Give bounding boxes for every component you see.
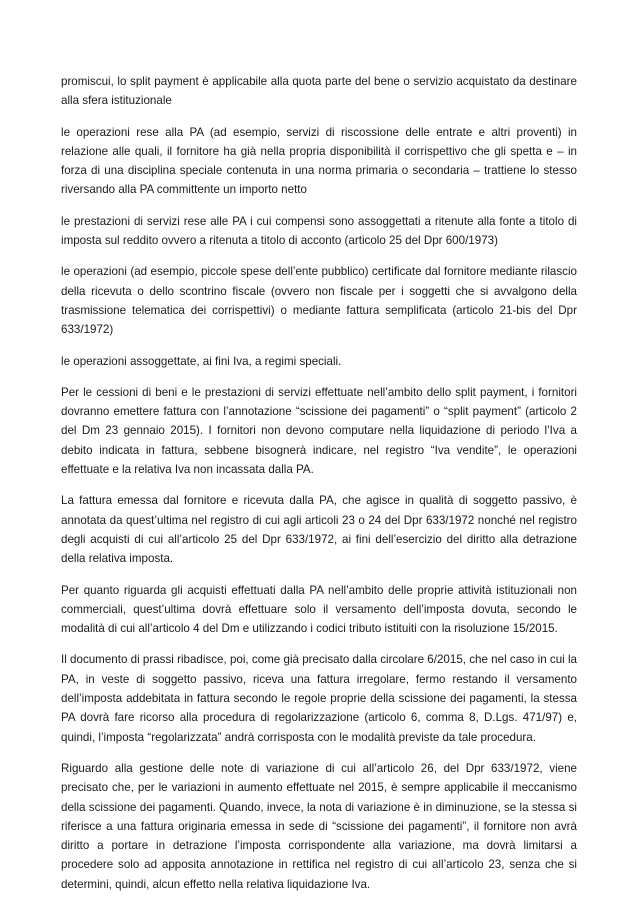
paragraph-annotazione-pa: La fattura emessa dal fornitore e ricevuta dalla PA, che agisce in qualità di soggetto passivo, è annotata da quest’ultima nel registro di cui agli articoli 23 o 24 del Dpr 633/1972 nonché nel registro degli acquisti di cui all’articolo 25 del Dpr 633/1972, ai fini dell’esercizio del diritto alla detrazione della relativa imposta.: [61, 494, 577, 566]
paragraph-fattura-irregolare: Il documento di prassi ribadisce, poi, come già precisato dalla circolare 6/2015, che nel caso in cui la PA, in veste di soggetto passivo, riceva una fattura irregolare, fermo restando il versamento dell’imposta addebitata in fattura secondo le regole proprie della scissione dei pagamenti, la stessa PA dovrà fare ricorso alla procedura di regolarizzazione (articolo 6, comma 8, D.Lgs. 471/97) e, quindi, l’imposta “regolarizzata” andrà corrisposta con le modalità previste da tale procedura.: [61, 653, 577, 744]
paragraph-prestazioni-ritenute: le prestazioni di servizi rese alle PA i cui compensi sono assoggettati a ritenute alla fonte a titolo di imposta sul reddito ovvero a ritenuta a titolo di acconto (articolo 25 del Dpr 600/1973): [61, 214, 577, 248]
paragraph-attivita-istituzionali: Per quanto riguarda gli acquisti effettuati dalla PA nell’ambito delle proprie attività istituzionali non commerciali, quest’ultima dovrà effettuare solo il versamento dell’imposta dovuta, secondo le modalità di cui all’articolo 4 del Dm e utilizzando i codici tributo istituiti con la risoluzione 15/2015.: [61, 583, 577, 636]
paragraph-fatturazione-fornitori: Per le cessioni di beni e le prestazioni di servizi effettuate nell’ambito dello split payment, i fornitori dovranno emettere fattura con l’annotazione “scissione dei pagamenti” o “split payment” (articolo 2 del Dm 23 gennaio 2015). I fornitori non devono computare nella liquidazione di periodo l’Iva a debito indicata in fattura, sebbene bisognerà indicare, nel registro “Iva vendite”, le operazioni effettuate e la relativa Iva non incassata dalla PA.: [61, 385, 577, 477]
paragraph-regimi-speciali: le operazioni assoggettate, ai fini Iva, a regimi speciali.: [61, 354, 342, 368]
paragraph-note-di-variazione: Riguardo alla gestione delle note di variazione di cui all’articolo 26, del Dpr 633/1972, viene precisato che, per le variazioni in aumento effettuate nel 2015, è sempre applicabile il meccanismo della scissione dei pagamenti. Quando, invece, la nota di variazione è in diminuzione, se la stessa si riferisce a una fattura originaria emessa in sede di “scissione dei pagamenti”, il fornitore non avrà diritto a portare in detrazione l’imposta corrispondente alla variazione, ma dovrà limitarsi a procedere solo ad apposita annotazione in rettifica nel registro di cui all’articolo 23, senza che si determini, quindi, alcun effetto nella relativa liquidazione Iva.: [61, 761, 577, 891]
document-body: [61, 72, 577, 906]
paragraph-split-payment-promiscui: promiscui, lo split payment è applicabile alla quota parte del bene o servizio acquistato da destinare alla sfera istituzionale: [61, 75, 577, 108]
paragraph-piccole-spese: le operazioni (ad esempio, piccole spese dell’ente pubblico) certificate dal fornitore mediante rilascio della ricevuta o dello scontrino fiscale (ovvero non fiscale per i soggetti che si avvalgono della trasmissione telematica dei corrispettivi) o mediante fattura semplificata (articolo 21-bis del Dpr 633/1972): [61, 265, 577, 337]
paragraph-operazioni-rese-alla-pa: le operazioni rese alla PA (ad esempio, servizi di riscossione delle entrate e altri proventi) in relazione alle quali, il fornitore ha già nella propria disponibilità il corrispettivo che gli spetta e – in forza di una disciplina speciale contenuta in una norma primaria o secondaria – trattiene lo stesso riversando alla PA committente un importo netto: [61, 125, 577, 197]
